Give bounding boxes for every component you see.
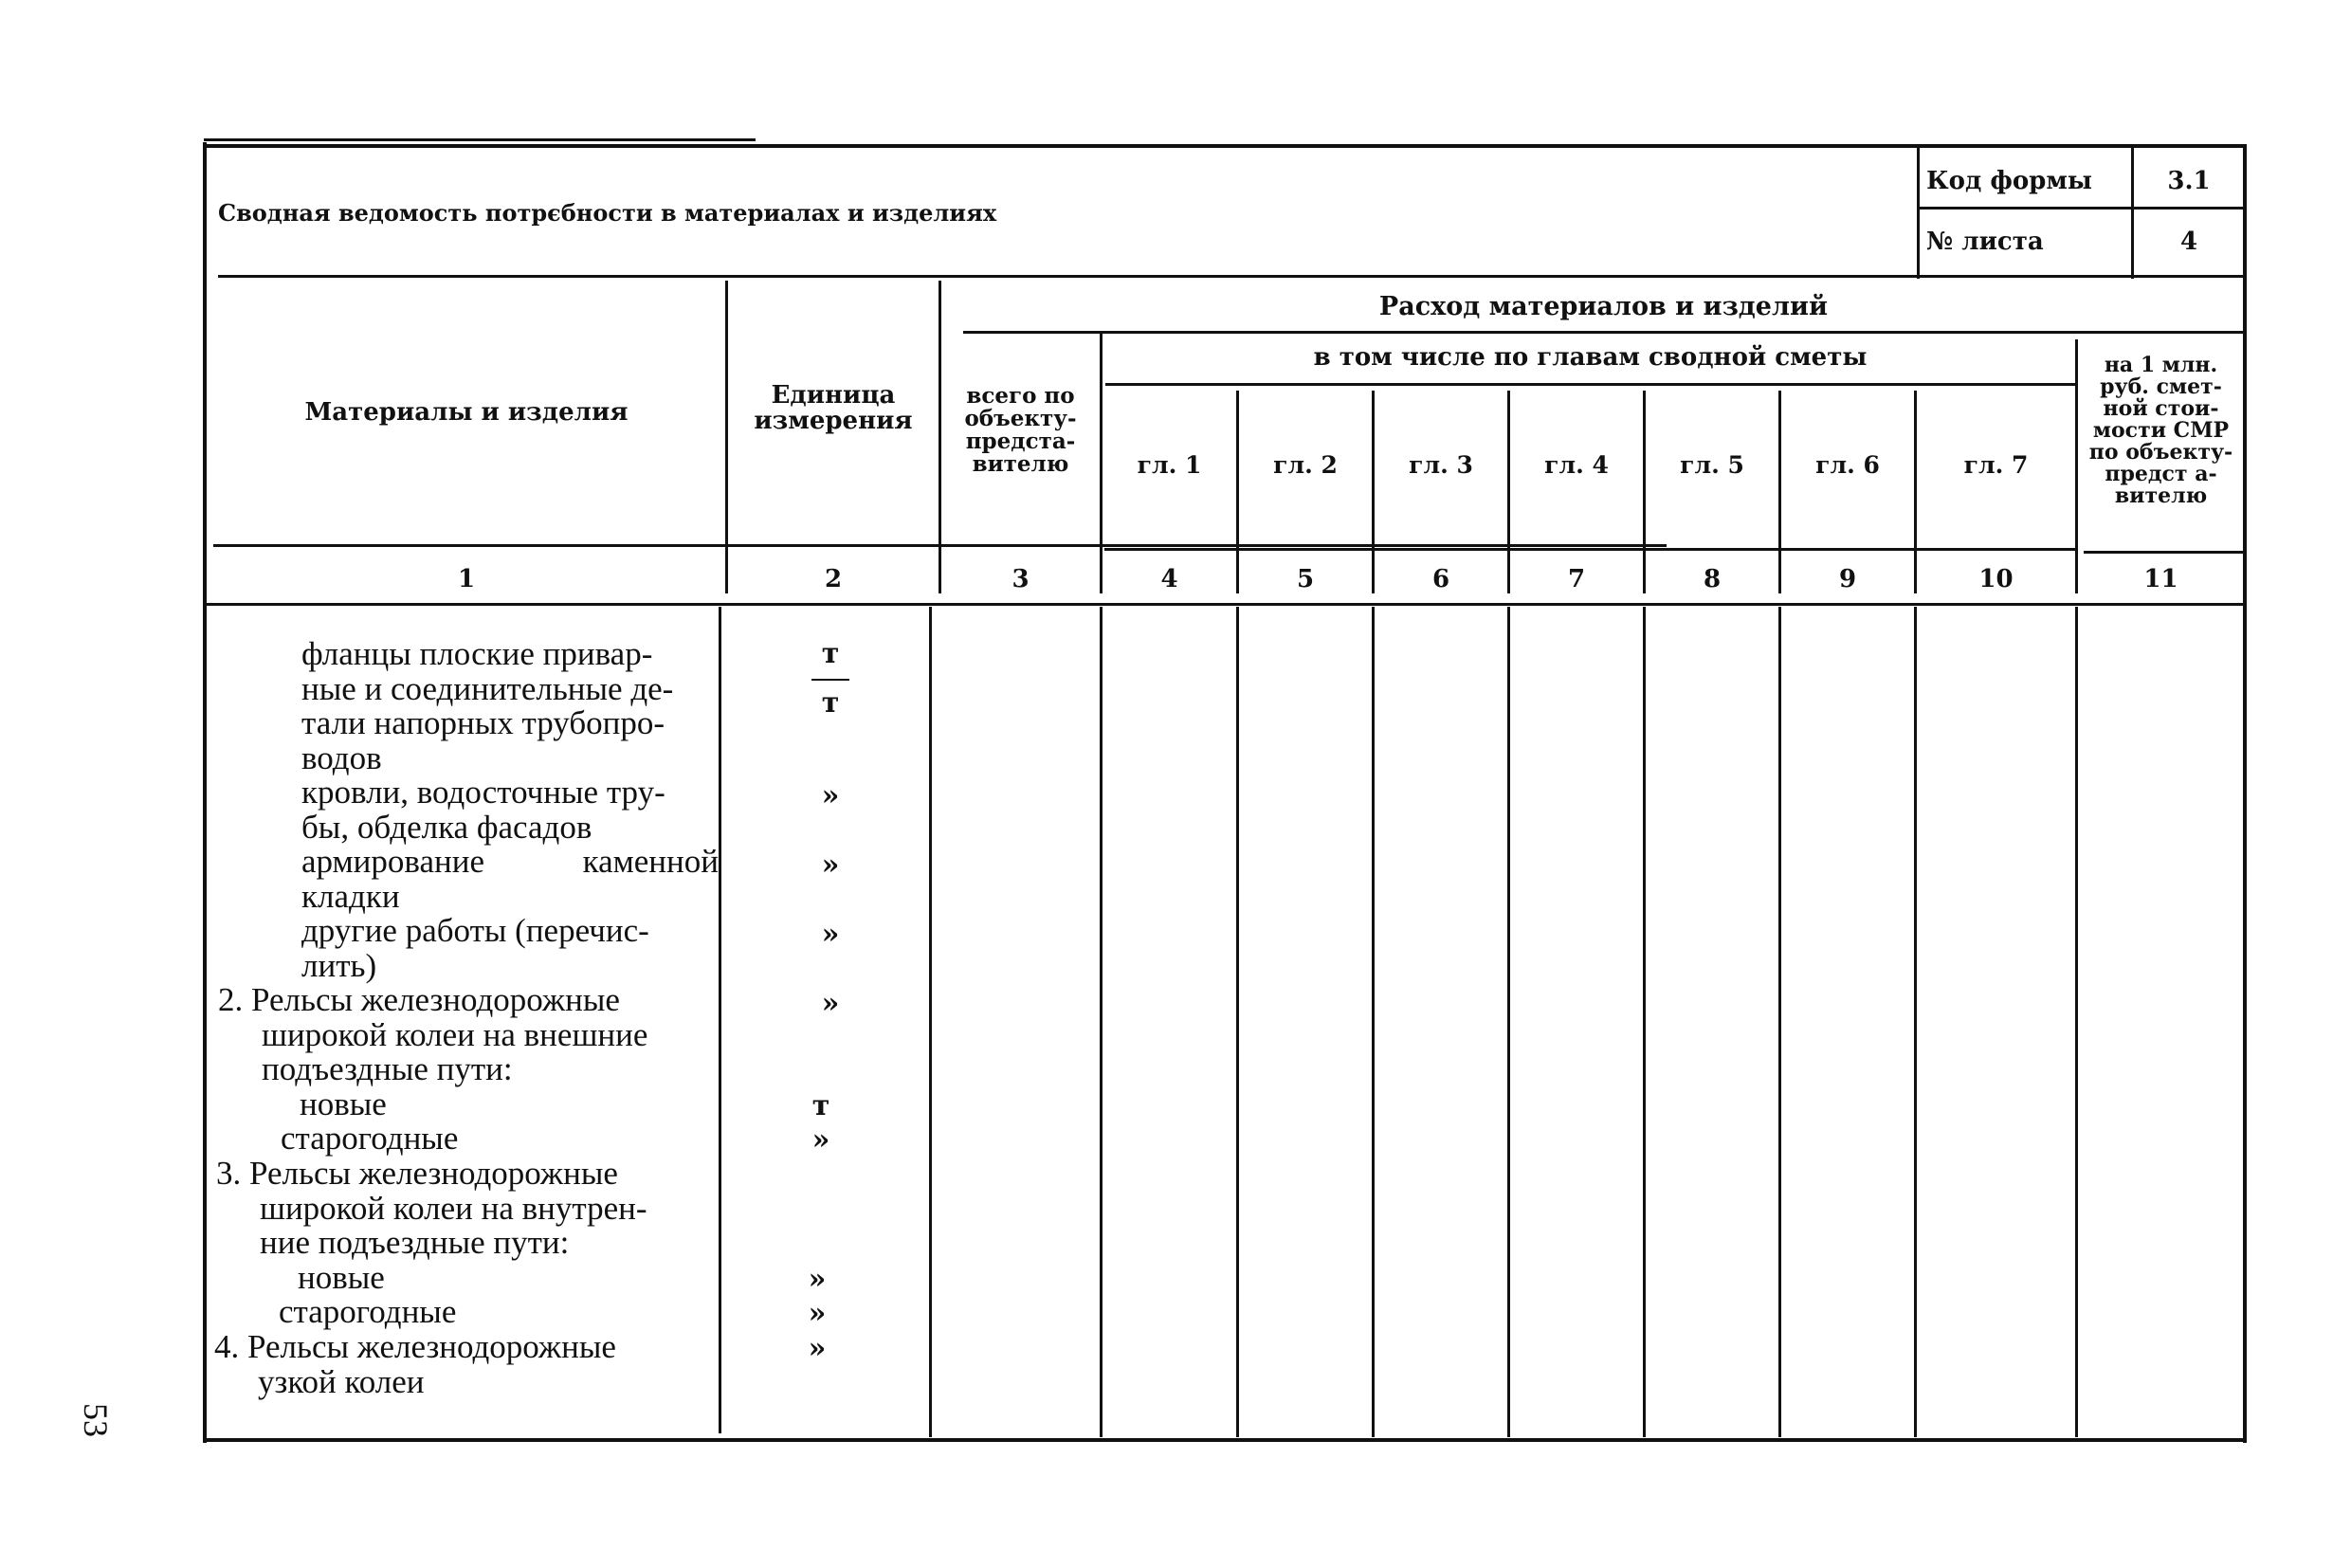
header-total-line1: всего по xyxy=(966,383,1075,409)
row-text-line: ние подъездные пути: xyxy=(260,1224,570,1261)
body-col6-divider xyxy=(1507,607,1510,1437)
header-materials: Материалы и изделия xyxy=(304,398,629,427)
row-text-line: фланцы плоские привар- xyxy=(301,635,653,672)
chapter-5-header: гл. 5 xyxy=(1680,451,1744,479)
table-row-roofs xyxy=(301,775,665,845)
table-row-new: новые xyxy=(300,1085,387,1122)
form-code-value: 3.1 xyxy=(2167,167,2211,195)
body-col7-divider xyxy=(1643,607,1646,1437)
header-unit xyxy=(728,383,939,434)
column-number-6: 6 xyxy=(1431,565,1450,593)
including-rule xyxy=(1105,383,2075,386)
header-including: в том числе по главам сводной сметы xyxy=(1313,343,1868,372)
row-unit: т xyxy=(811,1089,830,1122)
header-chapter-divider-5 xyxy=(1778,391,1781,593)
column-number-10: 10 xyxy=(1978,565,2014,593)
column-number-rule xyxy=(207,603,2244,606)
row-unit: » xyxy=(821,779,840,812)
header-consumption: Расход материалов и изделий xyxy=(1378,292,1829,321)
header-total-line3: предста- xyxy=(965,428,1076,454)
row-text-line: подъездные пути: xyxy=(262,1050,513,1087)
table-row-rails-narrow xyxy=(214,1330,616,1399)
header-per-million xyxy=(2078,355,2244,507)
header-chapter-divider-1 xyxy=(1236,391,1239,593)
left-border xyxy=(203,142,207,1443)
header-bottom-rule-b xyxy=(1104,548,2075,551)
row-unit: » xyxy=(811,1123,830,1157)
table-row-old: старогодные xyxy=(281,1120,459,1157)
chapter-1-header: гл. 1 xyxy=(1137,451,1202,479)
row-text-line: ные и соединительные де- xyxy=(301,669,674,707)
chapter-3-header: гл. 3 xyxy=(1409,451,1473,479)
header-per-million-line4: мости СМР xyxy=(2092,418,2230,443)
body-col5-divider xyxy=(1372,607,1375,1437)
row-text-line: тали напорных трубопро- xyxy=(301,704,665,741)
row-unit: » xyxy=(821,918,840,951)
header-per-million-line7: вителю xyxy=(2114,483,2208,508)
row-unit-numerator: т xyxy=(821,637,840,670)
top-border-short xyxy=(204,138,756,141)
unit-fraction-bar xyxy=(811,679,849,681)
chapter-7-header: гл. 7 xyxy=(1963,451,2029,479)
table-row-masonry xyxy=(301,845,719,914)
header-chapter-divider-3 xyxy=(1507,391,1510,593)
title-bottom-rule xyxy=(218,275,2244,278)
body-col4-divider xyxy=(1236,607,1239,1437)
header-per-million-line6: предст а- xyxy=(2105,462,2217,486)
row-text-line: широкой колеи на внутрен- xyxy=(260,1189,647,1227)
header-chapter-divider-4 xyxy=(1643,391,1646,593)
row-text-line: кладки xyxy=(301,877,400,915)
header-per-million-line2: руб. смет- xyxy=(2100,374,2222,399)
column-number-2: 2 xyxy=(824,565,843,593)
row-unit: » xyxy=(808,1263,827,1296)
body-col1-divider xyxy=(719,607,721,1433)
header-chapter-divider-6 xyxy=(1914,391,1917,593)
body-col3-divider xyxy=(1100,607,1103,1437)
row-text-line: 4. Рельсы железнодорожные xyxy=(214,1328,616,1365)
body-col9-divider xyxy=(1914,607,1917,1437)
header-total xyxy=(941,385,1100,476)
header-per-million-line3: ной стои- xyxy=(2103,396,2219,421)
chapter-4-header: гл. 4 xyxy=(1544,451,1609,479)
column-number-8: 8 xyxy=(1703,565,1722,593)
row-unit: » xyxy=(808,1332,827,1365)
right-border xyxy=(2243,148,2247,1443)
table-row-new: новые xyxy=(298,1259,385,1296)
column-number-5: 5 xyxy=(1296,565,1315,593)
sheet-number-label: № листа xyxy=(1926,228,2044,256)
column-number-3: 3 xyxy=(1011,565,1030,593)
header-unit-line1: Единица xyxy=(771,381,896,410)
row-text-line: 3. Рельсы железнодорожные xyxy=(216,1155,618,1192)
row-text-word: армирование xyxy=(301,843,484,880)
body-col2-divider xyxy=(929,607,932,1437)
table-row-flanges xyxy=(301,637,673,775)
body-col8-divider xyxy=(1778,607,1781,1437)
body-col10-divider xyxy=(2075,607,2078,1437)
chapter-6-header: гл. 6 xyxy=(1815,451,1880,479)
row-unit-denominator: т xyxy=(821,686,840,720)
top-border xyxy=(204,144,2247,148)
header-per-million-line1: на 1 млн. xyxy=(2104,353,2218,377)
table-row-rails-external xyxy=(218,983,647,1087)
row-text-line: бы, обделка фасадов xyxy=(301,808,592,846)
row-text-line: широкой колеи на внешние xyxy=(262,1015,648,1053)
row-unit: » xyxy=(821,848,840,882)
row-text-line: кровли, водосточные тру- xyxy=(301,774,665,811)
header-bottom-rule-c xyxy=(2084,551,2244,554)
page-number: 53 xyxy=(77,1403,115,1437)
sheet-number-value: 4 xyxy=(2179,228,2198,256)
row-text-line: 2. Рельсы железнодорожные xyxy=(218,981,620,1018)
header-per-million-line5: по объекту- xyxy=(2088,440,2233,465)
column-number-11: 11 xyxy=(2143,565,2178,593)
table-row-old: старогодные xyxy=(279,1293,457,1330)
consumption-rule xyxy=(963,331,2244,334)
row-text-line xyxy=(301,845,719,880)
bottom-border xyxy=(204,1438,2244,1442)
form-code-label: Код формы xyxy=(1926,167,2092,195)
header-unit-line2: измерения xyxy=(754,407,913,435)
column-number-9: 9 xyxy=(1838,565,1857,593)
chapter-2-header: гл. 2 xyxy=(1273,451,1338,479)
row-text-line: лить) xyxy=(301,946,377,984)
column-number-4: 4 xyxy=(1160,565,1178,593)
form-code-divider xyxy=(1917,148,1920,279)
form-code-row-divider xyxy=(1920,207,2244,210)
header-total-line2: объекту- xyxy=(964,406,1077,431)
form-title: Сводная ведомость потрєбности в материалах и изделиях xyxy=(218,199,997,227)
table-row-rails-internal xyxy=(216,1157,647,1261)
row-text-line: водов xyxy=(301,738,382,776)
header-chapter-divider-2 xyxy=(1372,391,1375,593)
form-code-value-divider xyxy=(2131,148,2134,279)
row-unit: » xyxy=(821,987,840,1020)
table-row-other-works xyxy=(301,914,649,983)
row-unit: » xyxy=(808,1297,827,1330)
column-number-1: 1 xyxy=(457,565,476,593)
column-number-7: 7 xyxy=(1567,565,1586,593)
row-text-line: узкой колеи xyxy=(258,1362,425,1400)
row-text-line: другие работы (перечис- xyxy=(301,912,649,949)
header-col1-divider xyxy=(725,281,728,593)
row-text-word: каменной xyxy=(582,843,719,880)
header-total-line4: вителю xyxy=(972,451,1069,477)
